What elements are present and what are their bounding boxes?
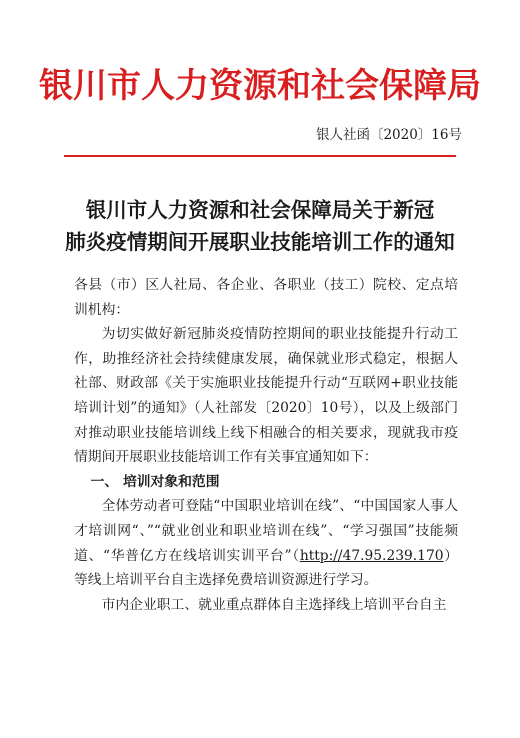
platform-url-link[interactable]: http://47.95.239.170 xyxy=(299,547,444,564)
red-divider xyxy=(64,155,456,157)
document-body xyxy=(74,273,458,617)
issuer-masthead: 银川市人力资源和社会保障局 xyxy=(39,66,481,106)
document-title-line-1: 银川市人力资源和社会保障局关于新冠 xyxy=(85,198,435,222)
training-platforms-paragraph xyxy=(74,494,458,592)
addressee: 各县（市）区人社局、各企业、各职业（技工）院校、定点培训机构： xyxy=(74,277,458,318)
platforms-text: 全体劳动者可登陆“中国职业培训在线”、“中国国家人事人才培训网“、”“就业创业和职业培训在线”、“学习强国”技能频道、“华普亿方在线培训实训平台”（ xyxy=(74,498,458,564)
document-number: 银人社函〔2020〕16号 xyxy=(315,127,462,143)
intro-paragraph: 为切实做好新冠肺炎疫情防控期间的职业技能提升行动工作，助推经济社会持续健康发展，确保就业形式稳定，根据人社部、财政部《关于实施职业技能提升行动“互联网+职业技能培训计划”的通知》（人社部发〔2020〕10号），以及上级部门对推动职业技能培训线上线下相融合的相关要求，现就我市疫情期间开展职业技能培训工作有关事宜通知如下： xyxy=(74,326,458,466)
continuation-paragraph: 市内企业职工、就业重点群体自主选择线上培训平台自主 xyxy=(101,596,447,613)
section-heading-1: 一、 培训对象和范围 xyxy=(90,473,220,490)
platforms-text-end: ）等线上培训平台自主选择免费培训资源进行学习。 xyxy=(74,547,458,589)
document-title-line-2: 肺炎疫情期间开展职业技能培训工作的通知 xyxy=(65,230,455,254)
